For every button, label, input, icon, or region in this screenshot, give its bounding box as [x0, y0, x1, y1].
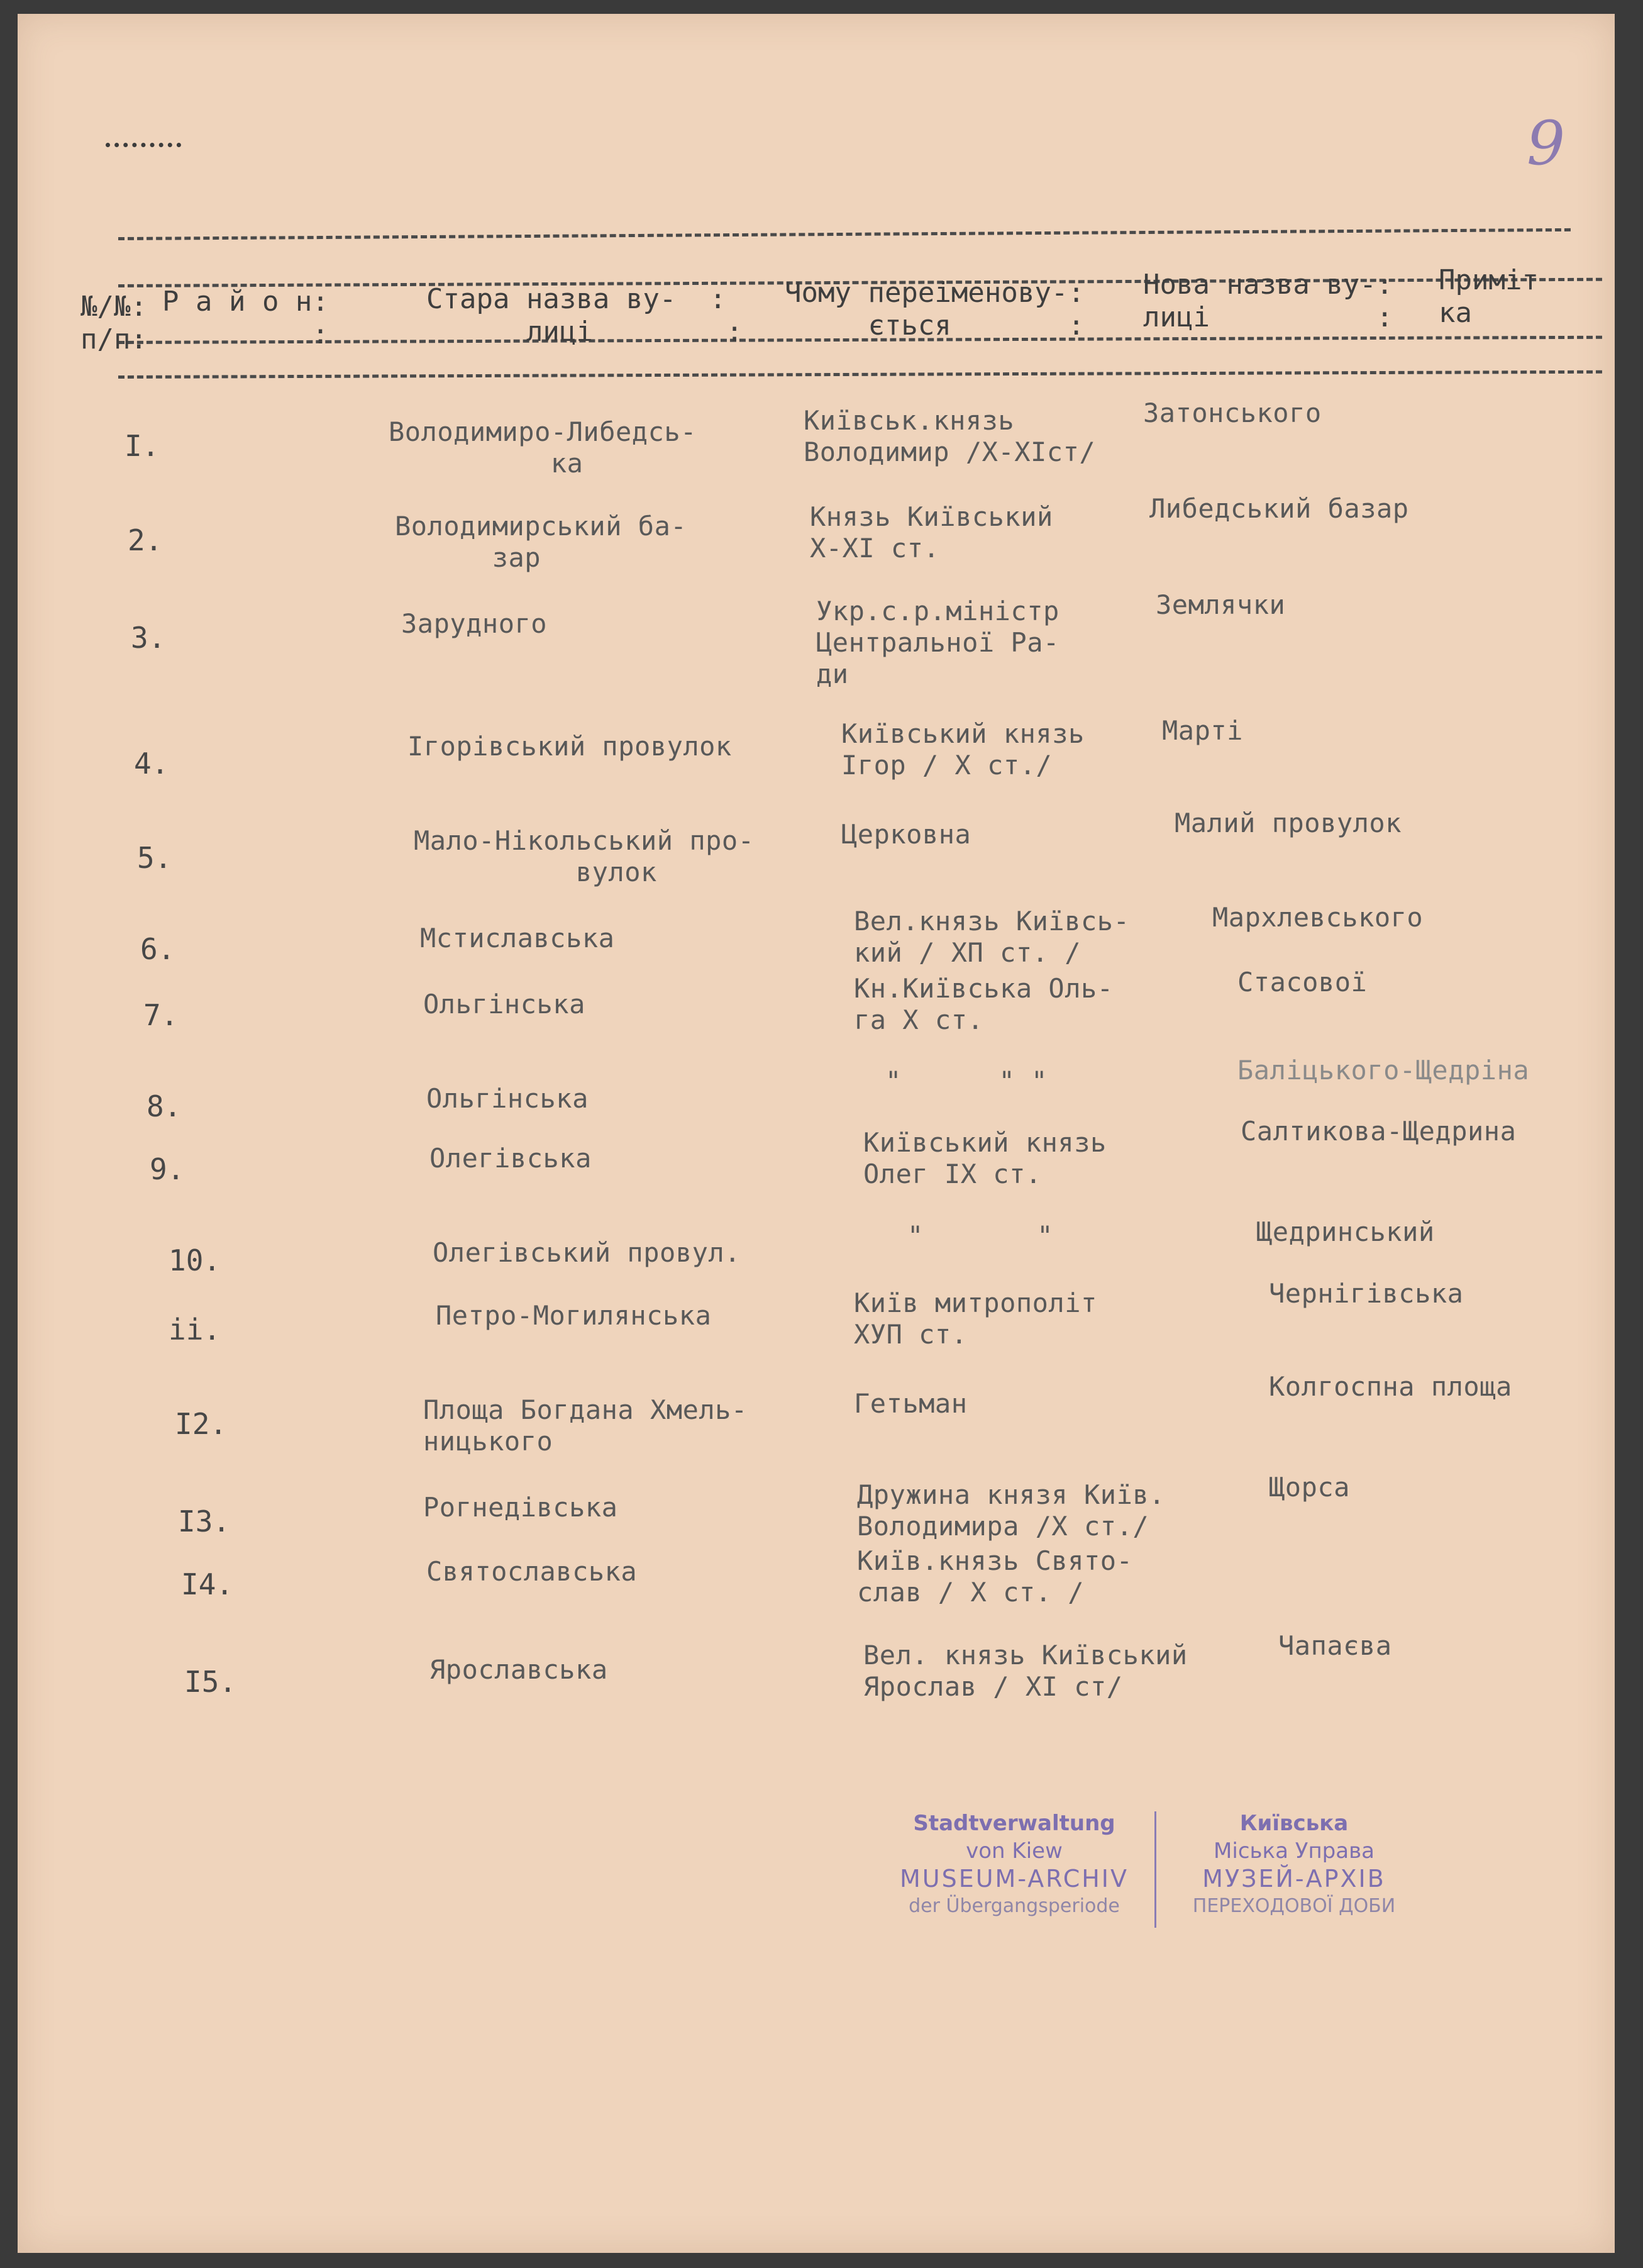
new-street-name: Мархлевського [1212, 902, 1424, 933]
document-page [18, 14, 1615, 2253]
new-street-name: Затонського [1143, 397, 1322, 428]
new-street-name: Чернігівська [1269, 1278, 1464, 1309]
old-street-name: Мстиславська [420, 923, 615, 953]
rename-reason: Церковна [841, 819, 971, 850]
new-street-name: Колгоспна площа [1269, 1371, 1512, 1402]
rename-reason: Київський князь Ігор / Х ст./ [841, 718, 1085, 781]
row-number: 9. [150, 1152, 185, 1186]
rename-reason: " " [907, 1220, 1054, 1251]
header-col-number: №/№: п/п: [80, 291, 147, 355]
rename-reason: Укр.с.р.міністр Центральної Ра- ди [816, 596, 1059, 689]
row-number: I3. [178, 1504, 231, 1538]
archive-stamp-german [873, 1809, 1156, 1920]
rename-reason: " " " [885, 1065, 1048, 1096]
old-street-name: Ольгінська [426, 1083, 589, 1114]
row-number: I2. [175, 1407, 228, 1441]
rename-reason: Київ митрополіт ХУП ст. [854, 1287, 1097, 1350]
row-number: 8. [147, 1089, 182, 1123]
row-number: 6. [140, 932, 175, 966]
rename-reason: Вел.князь Київсь- кий / ХП ст. / [854, 906, 1130, 968]
stamp-line: ПЕРЕХОДОВОЇ ДОБИ [1192, 1895, 1396, 1917]
rename-reason: Київський князь Олег ІХ ст. [863, 1127, 1107, 1189]
new-street-name: Стасової [1237, 967, 1368, 998]
stamp-line: von Kiew [966, 1838, 1063, 1864]
old-street-name: Олегівська [429, 1143, 592, 1174]
rename-reason: Вел. князь Київський Ярослав / ХІ ст/ [863, 1640, 1188, 1702]
old-street-name: Володимирський ба- зар [395, 511, 687, 573]
row-number: ii. [169, 1313, 221, 1347]
old-street-name: Мало-Нікольський про- вулок [414, 825, 755, 887]
rename-reason: Київськ.князь Володимир /Х-ХІст/ [804, 405, 1096, 467]
new-street-name: Салтикова-Щедрина [1241, 1116, 1517, 1147]
page-number: 9 [1527, 108, 1566, 179]
new-street-name: Землячки [1156, 589, 1286, 620]
header-col-note: Приміт ка [1439, 264, 1539, 329]
rename-reason: Дружина князя Київ. Володимира /Х ст./ [857, 1479, 1165, 1542]
row-number: I5. [184, 1665, 237, 1699]
stamp-line: Stadtverwaltung [913, 1811, 1115, 1836]
old-street-name: Олегівський провул. [433, 1237, 741, 1268]
old-street-name: Площа Богдана Хмель- ницького [423, 1394, 748, 1457]
rename-reason: Київ.князь Свято- слав / Х ст. / [857, 1545, 1133, 1608]
old-street-name: Зарудного [401, 608, 548, 639]
new-street-name: Чапаєва [1278, 1630, 1392, 1661]
header-col-district: Р а й о н: : [162, 286, 329, 350]
archive-stamp-ukrainian [1162, 1809, 1426, 1920]
old-street-name: Володимиро-Либедсь- ка [389, 416, 697, 479]
row-number: I4. [181, 1567, 234, 1601]
new-street-name: Либедський базар [1149, 493, 1409, 524]
old-street-name: Святославська [426, 1556, 638, 1587]
row-number: 2. [128, 523, 163, 557]
row-number: 5. [137, 841, 172, 875]
rename-reason: Гетьман [854, 1388, 968, 1419]
stamp-line: MUSEUM-ARCHIV [899, 1865, 1129, 1893]
header-col-reason: Чому переіменову-: ється : [785, 277, 1085, 342]
new-street-name: Щедринський [1256, 1216, 1435, 1247]
stamp-line: Київська [1239, 1811, 1349, 1836]
old-street-name: Ярославська [429, 1654, 608, 1685]
row-number: 7. [143, 998, 179, 1032]
row-number: I. [124, 429, 160, 463]
row-number: 4. [134, 747, 169, 781]
header-rule-top-1 [118, 228, 1571, 240]
stamp-line: Міська Управа [1214, 1838, 1375, 1864]
stamp-line: МУЗЕЙ-АРХІВ [1202, 1865, 1386, 1893]
row-number: 3. [131, 621, 166, 655]
rename-reason: Князь Київський Х-ХІ ст. [810, 501, 1053, 564]
new-street-name: Щорса [1269, 1472, 1350, 1503]
new-street-name: Марті [1162, 715, 1243, 746]
header-col-new-name: Нова назва ву-: лиці : [1143, 269, 1393, 333]
top-ink-mark [106, 143, 181, 153]
new-street-name: Малий провулок [1175, 808, 1402, 838]
new-street-name: Баліцького-Щедріна [1237, 1055, 1530, 1086]
old-street-name: Петро-Могилянська [436, 1300, 712, 1331]
old-street-name: Ігорівський провулок [407, 731, 732, 762]
stamp-line: der Übergangsperiode [909, 1895, 1120, 1917]
old-street-name: Ольгінська [423, 989, 585, 1020]
header-rule-bottom-2 [118, 370, 1602, 379]
old-street-name: Рогнедівська [423, 1492, 618, 1523]
rename-reason: Кн.Київська Оль- га Х ст. [854, 973, 1114, 1035]
row-number: 10. [169, 1243, 221, 1277]
header-col-old-name: Стара назва ву- : лиці : [426, 283, 743, 348]
